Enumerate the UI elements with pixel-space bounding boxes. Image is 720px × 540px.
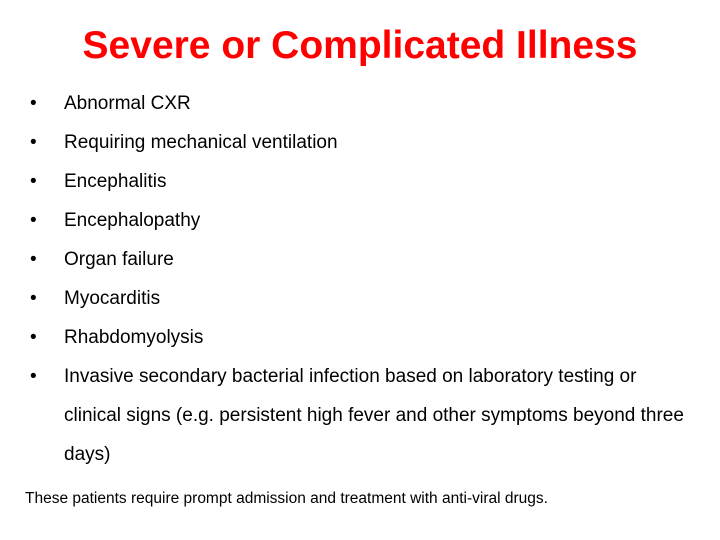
bullet-text: Rhabdomyolysis [64, 327, 204, 348]
bullet-icon: • [30, 93, 37, 114]
bullet-item-encephalopathy [26, 201, 686, 240]
bullet-item-mechanical-ventilation [26, 123, 686, 162]
bullet-text: Invasive secondary bacterial infection based on laboratory testing or clinical signs (e.g. persistent high fever and other symptoms beyond three days) [64, 366, 684, 465]
bullet-text: Myocarditis [64, 288, 161, 309]
bullet-item-secondary-bacterial-infection [26, 357, 686, 474]
bullet-item-organ-failure [26, 240, 686, 279]
bullet-text: Organ failure [64, 249, 174, 270]
bullet-text: Encephalopathy [64, 210, 201, 231]
bullet-icon: • [30, 288, 37, 309]
bullet-icon: • [30, 132, 37, 153]
bullet-item-abnormal-cxr [26, 84, 686, 123]
bullet-list [26, 84, 686, 474]
bullet-icon: • [30, 249, 37, 270]
bullet-item-myocarditis [26, 279, 686, 318]
footer-note: These patients require prompt admission and treatment with anti-viral drugs. [25, 490, 548, 507]
bullet-icon: • [30, 171, 37, 192]
bullet-item-encephalitis [26, 162, 686, 201]
bullet-text: Requiring mechanical ventilation [64, 132, 338, 153]
bullet-text: Encephalitis [64, 171, 167, 192]
bullet-icon: • [30, 327, 37, 348]
bullet-icon: • [30, 210, 37, 231]
slide-title: Severe or Complicated Illness [82, 24, 638, 67]
bullet-icon: • [30, 366, 37, 387]
bullet-item-rhabdomyolysis [26, 318, 686, 357]
bullet-text: Abnormal CXR [64, 93, 191, 114]
